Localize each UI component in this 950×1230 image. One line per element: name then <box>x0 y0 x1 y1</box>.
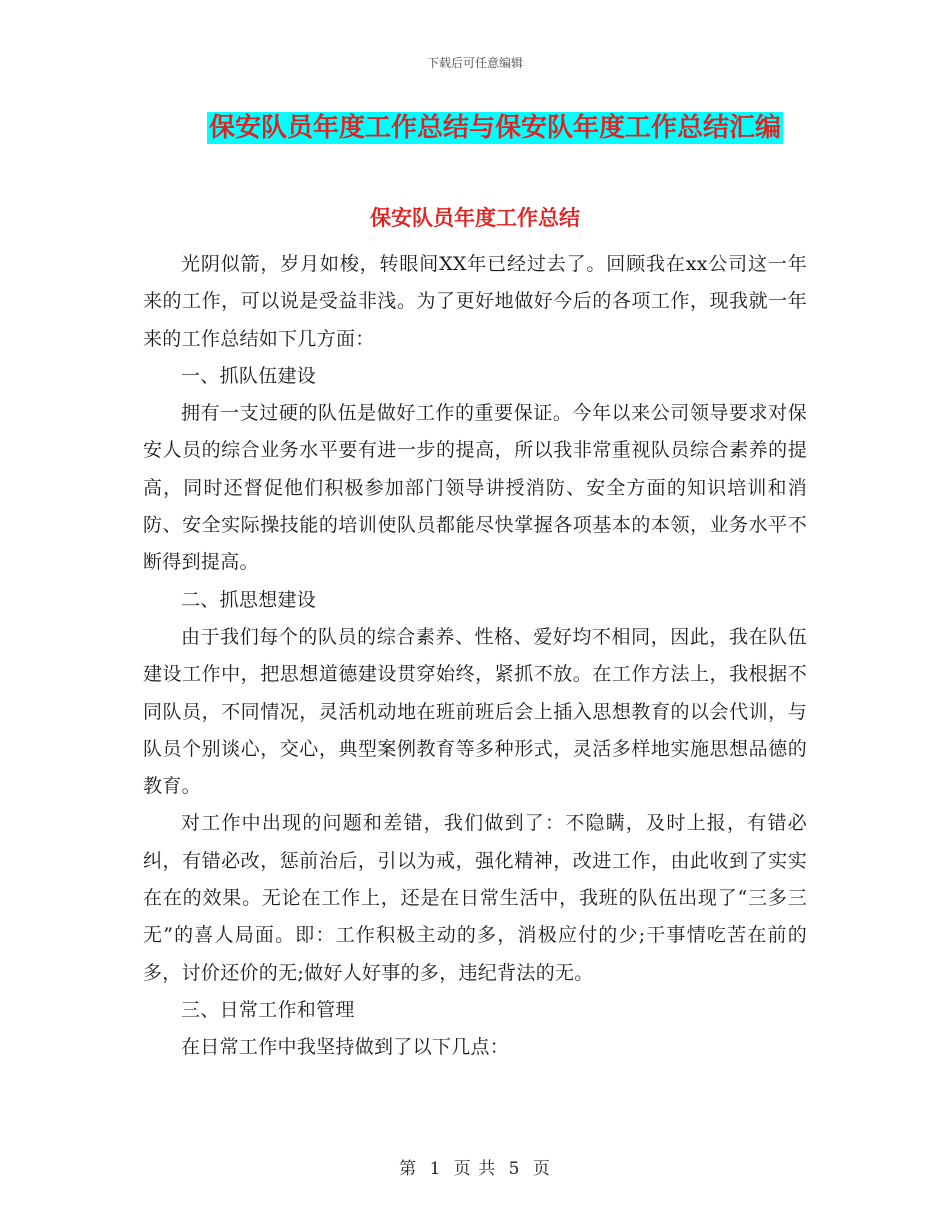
footer-suffix: 页 <box>532 1159 551 1179</box>
paragraph: 由于我们每个的队员的综合素养、性格、爱好均不相同，因此，我在队伍建设工作中，把思想道德建设贯穿始终，紧抓不放。在工作方法上，我根据不同队员，不同情况，灵活机动地在班前班后会上插入思想教育的以会代训，与队员个别谈心，交心，典型案例教育等多种形式，灵活多样地实施思想品德的教育。 <box>143 625 807 798</box>
paragraph: 光阴似箭，岁月如梭，转眼间XX年已经过去了。回顾我在xx公司这一年来的工作，可以说是受益非浅。为了更好地做好今后的各项工作，现我就一年来的工作总结如下几方面： <box>143 253 807 350</box>
subheading-1: 一、抓队伍建设 <box>181 364 317 387</box>
subheading-3: 三、日常工作和管理 <box>181 998 355 1021</box>
paragraph: 拥有一支过硬的队伍是做好工作的重要保证。今年以来公司领导要求对保安人员的综合业务水平要有进一步的提高，所以我非常重视队员综合素养的提高，同时还督促他们积极参加部门领导讲授消防、安全方面的知识培训和消防、安全实际操技能的培训使队员都能尽快掌握各项基本的本领，业务水平不断得到提高。 <box>143 402 807 574</box>
subheading-2: 二、抓思想建设 <box>181 588 317 611</box>
document-title: 保安队员年度工作总结与保安队年度工作总结汇编 <box>209 113 782 143</box>
current-page-number: 1 <box>429 1159 442 1179</box>
header-note: 下载后可任意编辑 <box>426 56 523 70</box>
paragraph: 在日常工作中我坚持做到了以下几点： <box>181 1036 510 1059</box>
total-pages-number: 5 <box>508 1159 521 1179</box>
footer-prefix: 第 <box>399 1159 418 1179</box>
section-title: 保安队员年度工作总结 <box>370 206 580 230</box>
body-text <box>143 246 807 1067</box>
footer-middle: 页 共 <box>453 1159 497 1179</box>
paragraph: 对工作中出现的问题和差错，我们做到了：不隐瞒，及时上报，有错必纠，有错必改，惩前治后，引以为戒，强化精神，改进工作，由此收到了实实在在的效果。无论在工作上，还是在日常生活中，我班的队伍出现了“三多三无”的喜人局面。即：工作积极主动的多，消极应付的少;干事情吃苦在前的多，讨价还价的无;做好人好事的多，违纪背法的无。 <box>143 812 807 984</box>
page-footer <box>0 1154 950 1179</box>
